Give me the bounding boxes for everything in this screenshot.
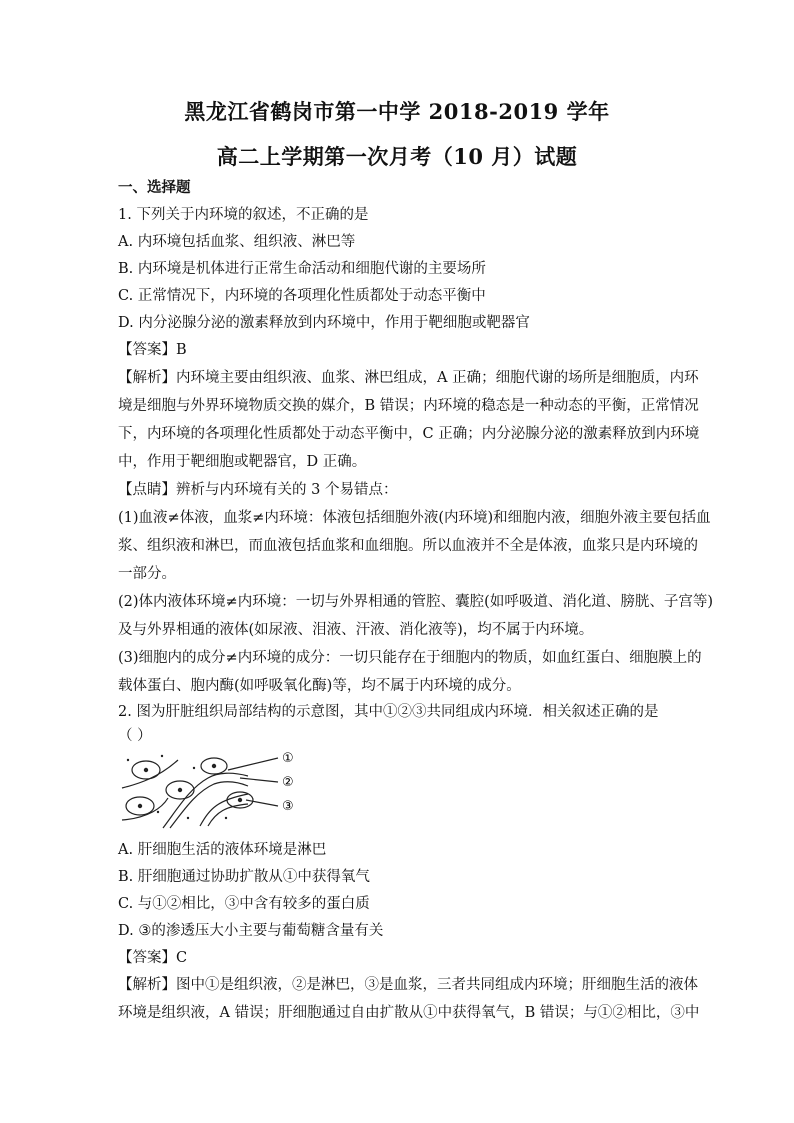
q1-answer: 【答案】B (118, 342, 187, 358)
title-line-2: 高二上学期第一次月考（10 月）试题 (216, 144, 578, 169)
cell-nucleus (138, 804, 142, 808)
q1-note-line: 一部分。 (118, 566, 176, 582)
cell-nucleus (212, 764, 216, 768)
figure-label-1: ① (282, 751, 294, 766)
figure-label-2: ② (282, 775, 294, 790)
q2-option-b: B. 肝细胞通过协助扩散从①中获得氧气 (118, 869, 370, 885)
q2-option-c: C. 与①②相比，③中含有较多的蛋白质 (118, 896, 370, 912)
tissue-dot (193, 767, 195, 769)
q1-option-d: D. 内分泌腺分泌的激素释放到内环境中，作用于靶细胞或靶器官 (118, 315, 530, 331)
tissue-boundary (122, 798, 168, 820)
q2-option-a: A. 肝细胞生活的液体环境是淋巴 (118, 842, 327, 858)
q2-option-d: D. ③的渗透压大小主要与葡萄糖含量有关 (118, 923, 384, 939)
q1-note-line: (3)细胞内的成分≠内环境的成分：一切只能存在于细胞内的物质，如血红蛋白、细胞膜上的 (118, 650, 702, 666)
q2-analysis-line: 【解析】图中①是组织液，②是淋巴，③是血浆，三者共同组成内环境；肝细胞生活的液体 (118, 977, 698, 993)
label-leader-line (228, 758, 278, 770)
q1-note-line: 及与外界相通的液体(如尿液、泪液、汗液、消化液等)，均不属于内环境。 (118, 622, 594, 638)
q1-analysis-line: 中，作用于靶细胞或靶器官，D 正确。 (118, 454, 367, 470)
q1-analysis-line: 【解析】内环境主要由组织液、血浆、淋巴组成，A 正确；细胞代谢的场所是细胞质，内环 (118, 370, 699, 386)
q1-option-c: C. 正常情况下，内环境的各项理化性质都处于动态平衡中 (118, 288, 486, 304)
q2-analysis-line: 环境是组织液，A 错误；肝细胞通过自由扩散从①中获得氧气，B 错误；与①②相比，③中 (118, 1005, 700, 1021)
tissue-dot (127, 759, 129, 761)
q1-note-line: 浆、组织液和淋巴，而血液包括血浆和血细胞。所以血液并不全是体液，血浆只是内环境的 (118, 538, 698, 554)
section-heading: 一、选择题 (118, 179, 191, 196)
cell-nucleus (144, 768, 148, 772)
q1-note-line: 载体蛋白、胞内酶(如呼吸氧化酶)等，均不属于内环境的成分。 (118, 678, 521, 694)
label-leader-line (240, 778, 278, 782)
tissue-dot (187, 817, 189, 819)
q1-note-line: 【点睛】辨析与内环境有关的 3 个易错点： (118, 482, 398, 498)
q1-analysis-line: 下，内环境的各项理化性质都处于动态平衡中，C 正确；内分泌腺分泌的激素释放到内环境 (118, 426, 700, 442)
tissue-dot (157, 811, 159, 813)
cell-nucleus (238, 798, 242, 802)
title-line-1: 黑龙江省鹤岗市第一中学 2018-2019 学年 (184, 99, 610, 124)
cell-nucleus (178, 788, 182, 792)
tissue-dot (161, 755, 163, 757)
q1-stem: 1. 下列关于内环境的叙述，不正确的是 (118, 207, 369, 223)
figure-label-3: ③ (282, 799, 294, 814)
tissue-dot (225, 817, 227, 819)
q1-option-b: B. 内环境是机体进行正常生命活动和细胞代谢的主要场所 (118, 261, 486, 277)
q2-answer-paren: （ ） (118, 728, 152, 744)
q1-note-line: (2)体内液体环境≠内环境：一切与外界相通的管腔、囊腔(如呼吸道、消化道、膀胱、子宫等) (118, 594, 713, 610)
q2-stem: 2. 图为肝脏组织局部结构的示意图，其中①②③共同组成内环境．相关叙述正确的是 (118, 704, 659, 720)
q2-answer: 【答案】C (118, 950, 188, 966)
q1-note-line: (1)血液≠体液，血浆≠内环境：体液包括细胞外液(内环境)和细胞内液，细胞外液主要包括血 (118, 510, 711, 526)
q1-analysis-line: 境是细胞与外界环境物质交换的媒介，B 错误；内环境的稳态是一种动态的平衡，正常情况 (118, 398, 699, 414)
liver-tissue-diagram (118, 748, 308, 832)
q1-option-a: A. 内环境包括血浆、组织液、淋巴等 (118, 234, 356, 250)
